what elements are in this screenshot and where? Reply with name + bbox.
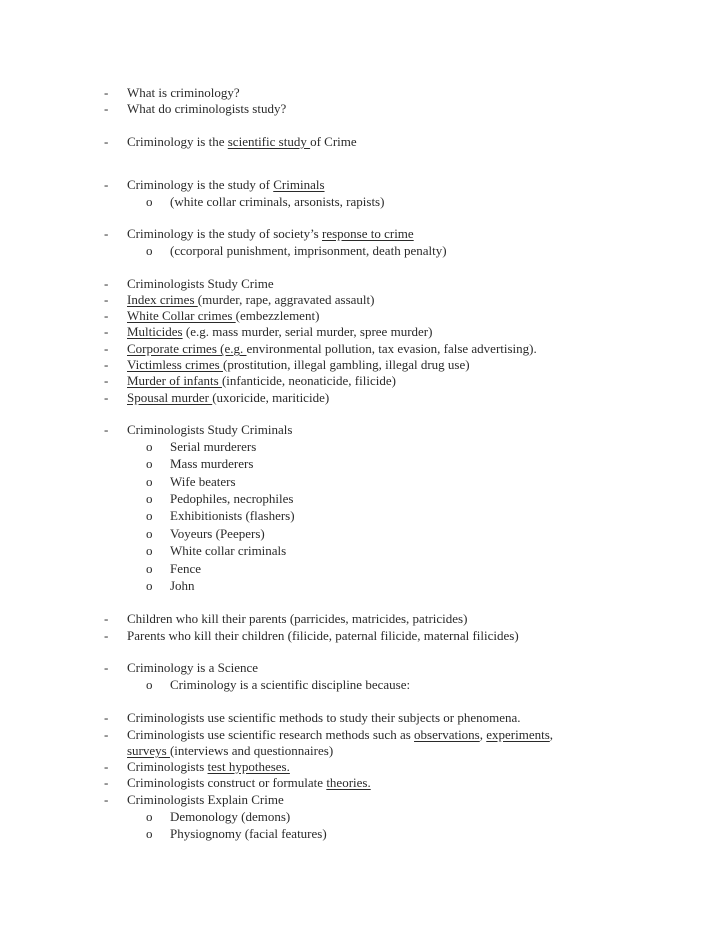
text-run: Physiognomy (facial features): [170, 826, 327, 841]
text-run: Criminology is a scientific discipline because:: [170, 677, 411, 692]
text-run: What do criminologists study?: [127, 101, 287, 116]
list-item: [104, 373, 396, 389]
text-run: Criminologists use scientific research methods such as: [127, 727, 415, 742]
text-run: Demonology (demons): [170, 809, 291, 824]
list-item: [104, 177, 325, 193]
underlined-text: White Collar crimes: [127, 308, 236, 323]
text-run: Fence: [170, 561, 202, 576]
list-item: [104, 660, 258, 676]
list-item-continuation: [127, 743, 333, 759]
underlined-text: Victimless crimes: [127, 357, 223, 372]
list-item: [104, 134, 357, 150]
dash-bullet-marker: -: [104, 792, 109, 807]
text-run: Criminologists use scientific methods to study their subjects or phenomena.: [127, 710, 521, 725]
text-run: Criminology is the: [127, 134, 228, 149]
text-run: ,: [549, 727, 554, 742]
dash-bullet-marker: -: [104, 373, 109, 388]
text-run: Voyeurs (Peepers): [170, 526, 265, 541]
underlined-text: test hypotheses.: [207, 759, 290, 774]
text-run: Criminologists: [127, 759, 208, 774]
text-run: Parents who kill their children (filicide, paternal filicide, maternal filicides): [127, 628, 519, 643]
text-run: Criminologists Study Criminals: [127, 422, 293, 437]
text-run: (prostitution, illegal gambling, illegal drug use): [222, 357, 470, 372]
sub-list-item: [146, 826, 327, 842]
dash-bullet-marker: -: [104, 357, 109, 372]
underlined-text: Corporate crimes (e.g.: [127, 341, 247, 356]
underlined-text: surveys: [127, 743, 170, 758]
list-item: [104, 422, 292, 438]
dash-bullet-marker: -: [104, 85, 109, 100]
circle-bullet-marker: o: [146, 508, 153, 523]
text-run: Criminology is the study of society’s: [127, 226, 322, 241]
list-item: [104, 727, 553, 743]
underlined-text: Murder of infants: [127, 373, 222, 388]
list-item: [104, 341, 537, 357]
list-item: [104, 775, 371, 791]
sub-list-item: [146, 526, 265, 542]
circle-bullet-marker: o: [146, 578, 153, 593]
sub-list-item: [146, 561, 201, 577]
sub-list-item: [146, 439, 256, 455]
dash-bullet-marker: -: [104, 341, 109, 356]
list-item: [104, 759, 290, 775]
underlined-text: response to crime: [322, 226, 414, 241]
text-run: Children who kill their parents (parricides, matricides, patricides): [127, 611, 468, 626]
text-run: Wife beaters: [170, 474, 236, 489]
list-item: [104, 792, 284, 808]
text-run: White collar criminals: [170, 543, 287, 558]
circle-bullet-marker: o: [146, 474, 153, 489]
text-run: Criminologists Study Crime: [127, 276, 274, 291]
sub-list-item: [146, 194, 384, 210]
underlined-text: observations: [414, 727, 480, 742]
text-run: Criminology is a Science: [127, 660, 259, 675]
text-run: (ccorporal punishment, imprisonment, death penalty): [170, 243, 447, 258]
list-item: [104, 324, 432, 340]
text-run: Serial murderers: [170, 439, 257, 454]
dash-bullet-marker: -: [104, 390, 109, 405]
circle-bullet-marker: o: [146, 809, 153, 824]
dash-bullet-marker: -: [104, 292, 109, 307]
list-item: [104, 226, 414, 242]
underlined-text: Criminals: [273, 177, 325, 192]
dash-bullet-marker: -: [104, 611, 109, 626]
list-item: [104, 710, 521, 726]
dash-bullet-marker: -: [104, 727, 109, 742]
list-item: [104, 611, 467, 627]
underlined-text: Index crimes: [127, 292, 198, 307]
text-run: ,: [479, 727, 487, 742]
circle-bullet-marker: o: [146, 439, 153, 454]
text-run: (infanticide, neonaticide, filicide): [221, 373, 396, 388]
dash-bullet-marker: -: [104, 660, 109, 675]
dash-bullet-marker: -: [104, 177, 109, 192]
text-run: (embezzlement): [235, 308, 320, 323]
list-item: [104, 292, 374, 308]
sub-list-item: [146, 491, 293, 507]
text-run: (uxoricide, mariticide): [212, 390, 330, 405]
dash-bullet-marker: -: [104, 276, 109, 291]
sub-list-item: [146, 243, 447, 259]
dash-bullet-marker: -: [104, 628, 109, 643]
sub-list-item: [146, 456, 253, 472]
text-run: John: [170, 578, 195, 593]
text-run: Criminology is the study of: [127, 177, 274, 192]
text-run: of Crime: [310, 134, 357, 149]
text-run: Mass murderers: [170, 456, 254, 471]
circle-bullet-marker: o: [146, 543, 153, 558]
dash-bullet-marker: -: [104, 308, 109, 323]
text-run: (e.g. mass murder, serial murder, spree murder): [182, 324, 433, 339]
list-item: [104, 357, 470, 373]
sub-list-item: [146, 677, 410, 693]
underlined-text: Spousal murder: [127, 390, 213, 405]
dash-bullet-marker: -: [104, 422, 109, 437]
text-run: (interviews and questionnaires): [169, 743, 334, 758]
circle-bullet-marker: o: [146, 243, 153, 258]
circle-bullet-marker: o: [146, 194, 153, 209]
circle-bullet-marker: o: [146, 826, 153, 841]
circle-bullet-marker: o: [146, 491, 153, 506]
list-item: [104, 628, 519, 644]
list-item: [104, 390, 329, 406]
underlined-text: experiments: [486, 727, 550, 742]
text-run: What is criminology?: [127, 85, 240, 100]
sub-list-item: [146, 508, 295, 524]
text-run: Criminologists Explain Crime: [127, 792, 284, 807]
circle-bullet-marker: o: [146, 677, 153, 692]
dash-bullet-marker: -: [104, 324, 109, 339]
list-item: [104, 276, 274, 292]
text-run: Pedophiles, necrophiles: [170, 491, 294, 506]
dash-bullet-marker: -: [104, 710, 109, 725]
sub-list-item: [146, 474, 236, 490]
circle-bullet-marker: o: [146, 526, 153, 541]
dash-bullet-marker: -: [104, 101, 109, 116]
circle-bullet-marker: o: [146, 561, 153, 576]
sub-list-item: [146, 809, 290, 825]
text-run: (white collar criminals, arsonists, rapists): [170, 194, 385, 209]
underlined-text: scientific study: [227, 134, 311, 149]
dash-bullet-marker: -: [104, 775, 109, 790]
list-item: [104, 101, 286, 117]
text-run: Exhibitionists (flashers): [170, 508, 295, 523]
text-run: (murder, rape, aggravated assault): [197, 292, 375, 307]
dash-bullet-marker: -: [104, 226, 109, 241]
text-run: Criminologists construct or formulate: [127, 775, 327, 790]
text-run: environmental pollution, tax evasion, false advertising).: [246, 341, 537, 356]
circle-bullet-marker: o: [146, 456, 153, 471]
sub-list-item: [146, 543, 286, 559]
list-item: [104, 308, 319, 324]
dash-bullet-marker: -: [104, 134, 109, 149]
sub-list-item: [146, 578, 195, 594]
underlined-text: theories.: [326, 775, 371, 790]
dash-bullet-marker: -: [104, 759, 109, 774]
underlined-text: Multicides: [127, 324, 183, 339]
list-item: [104, 85, 240, 101]
